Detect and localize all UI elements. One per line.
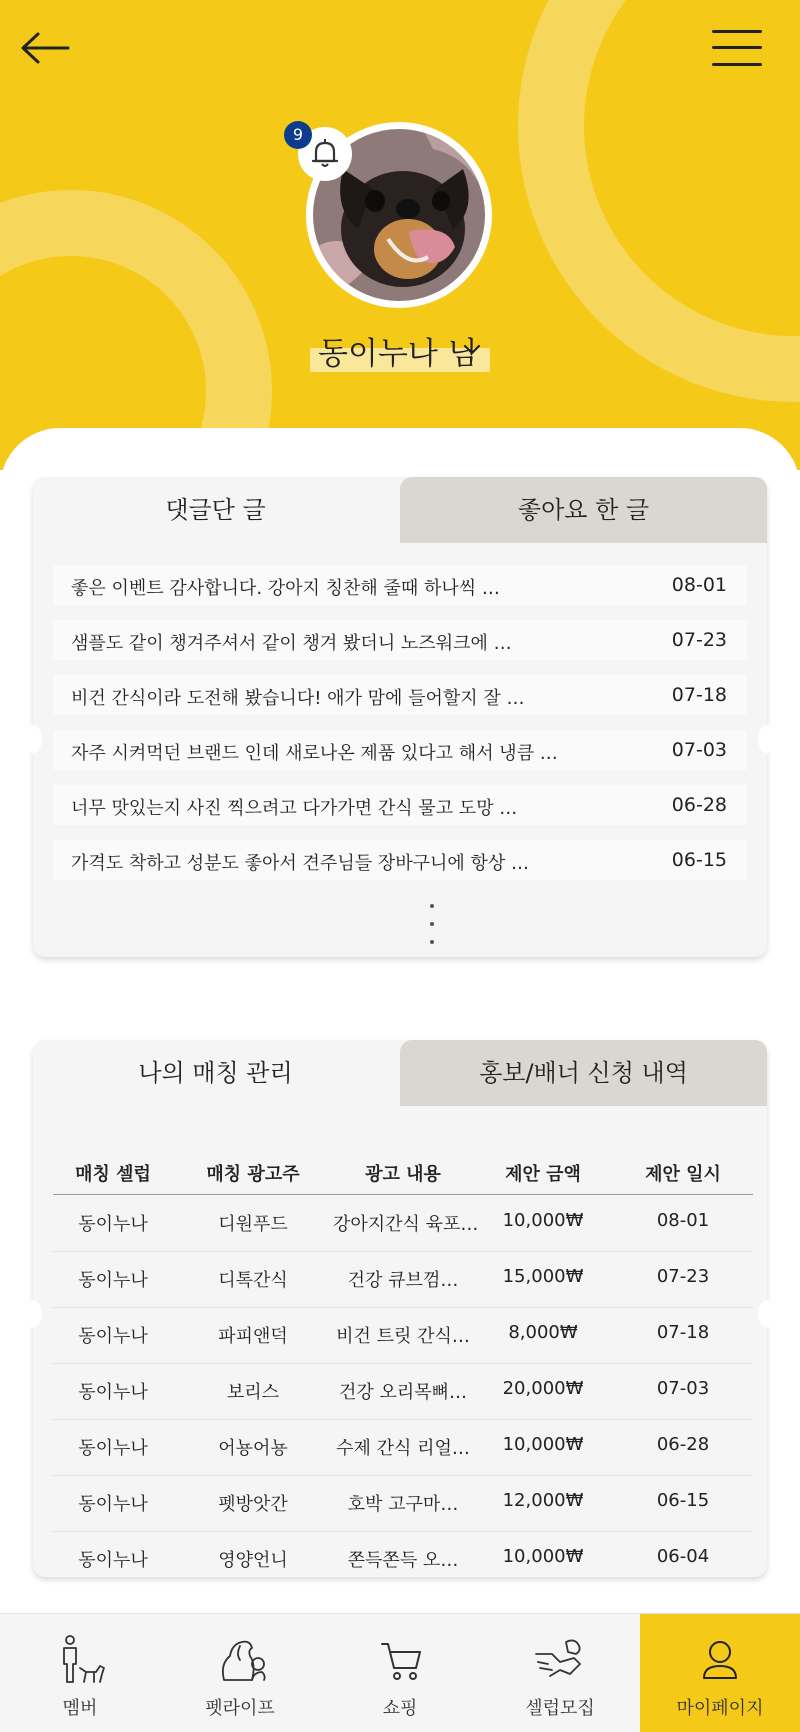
cell-date: 06-15 bbox=[656, 1490, 710, 1511]
card-notch bbox=[758, 725, 776, 753]
cell-content: 강아지간식 육포… bbox=[333, 1214, 479, 1235]
back-button[interactable] bbox=[18, 28, 74, 68]
member-icon bbox=[50, 1634, 110, 1686]
cell-celeb: 동이누나 bbox=[78, 1214, 148, 1235]
cell-celeb: 동이누나 bbox=[78, 1438, 148, 1459]
list-item[interactable] bbox=[53, 840, 747, 880]
list-item[interactable] bbox=[53, 785, 747, 825]
content-panel bbox=[0, 428, 800, 1623]
nav-label: 멤버 bbox=[62, 1698, 98, 1719]
cell-date: 06-04 bbox=[656, 1546, 710, 1567]
table-row[interactable] bbox=[53, 1251, 753, 1308]
comment-date: 06-15 bbox=[671, 849, 727, 871]
cell-advertiser: 펫방앗간 bbox=[218, 1494, 288, 1515]
matching-card bbox=[33, 1040, 767, 1577]
nav-label: 셀럽모집 bbox=[525, 1698, 595, 1719]
cell-content: 비건 트릿 간식… bbox=[336, 1326, 470, 1347]
comment-date: 07-18 bbox=[671, 684, 727, 706]
cell-advertiser: 보리스 bbox=[226, 1382, 280, 1403]
bottom-nav bbox=[0, 1613, 800, 1732]
hamburger-icon bbox=[712, 30, 762, 33]
more-indicator[interactable] bbox=[430, 904, 434, 908]
cell-date: 06-28 bbox=[656, 1434, 710, 1455]
cell-celeb: 동이누나 bbox=[78, 1550, 148, 1571]
nav-item-pet-life[interactable] bbox=[160, 1614, 320, 1732]
cell-advertiser: 디톡간식 bbox=[218, 1270, 288, 1291]
tab-promotion-history[interactable]: 홍보/배너 신청 내역 bbox=[400, 1040, 767, 1106]
nav-item-shopping[interactable] bbox=[320, 1614, 480, 1732]
more-indicator[interactable] bbox=[430, 940, 434, 944]
pet-life-icon bbox=[210, 1634, 270, 1686]
list-item[interactable] bbox=[53, 565, 747, 605]
cell-amount: 12,000₩ bbox=[502, 1490, 584, 1511]
tab-liked-posts[interactable]: 좋아요 한 글 bbox=[400, 477, 767, 543]
comment-text: 비건 간식이라 도전해 봤습니다! 애가 맘에 들어할지 잘 … bbox=[71, 688, 525, 709]
menu-button[interactable] bbox=[712, 28, 764, 70]
list-item[interactable] bbox=[53, 620, 747, 660]
cell-amount: 20,000₩ bbox=[502, 1378, 584, 1399]
table-row[interactable] bbox=[53, 1195, 753, 1252]
user-name[interactable]: 동이누나 님 bbox=[318, 336, 478, 372]
table-row[interactable] bbox=[53, 1531, 753, 1587]
cell-content: 쫀득쫀득 오… bbox=[347, 1550, 459, 1571]
nav-item-celeb-recruit[interactable] bbox=[480, 1614, 640, 1732]
column-header: 제안 일시 bbox=[645, 1164, 721, 1185]
column-header: 제안 금액 bbox=[505, 1164, 581, 1185]
comment-date: 06-28 bbox=[671, 794, 727, 816]
cell-amount: 8,000₩ bbox=[508, 1322, 578, 1343]
more-indicator[interactable] bbox=[430, 922, 434, 926]
cell-amount: 15,000₩ bbox=[502, 1266, 584, 1287]
cell-advertiser: 파피앤덕 bbox=[218, 1326, 288, 1347]
column-header: 매칭 광고주 bbox=[206, 1164, 300, 1185]
chevron-down-icon[interactable] bbox=[463, 344, 481, 356]
list-item[interactable] bbox=[53, 675, 747, 715]
arrow-left-icon bbox=[18, 28, 74, 68]
table-row[interactable] bbox=[53, 1363, 753, 1420]
comment-date: 07-23 bbox=[671, 629, 727, 651]
cell-amount: 10,000₩ bbox=[502, 1546, 584, 1567]
tab-commented-posts[interactable]: 댓글단 글 bbox=[33, 477, 398, 549]
list-item[interactable] bbox=[53, 730, 747, 770]
nav-label: 마이페이지 bbox=[676, 1698, 764, 1719]
column-header: 매칭 셀럽 bbox=[75, 1164, 151, 1185]
cell-content: 건강 큐브껌… bbox=[347, 1270, 459, 1291]
nav-label: 쇼핑 bbox=[382, 1698, 418, 1719]
nav-label: 펫라이프 bbox=[205, 1698, 275, 1719]
cell-celeb: 동이누나 bbox=[78, 1382, 148, 1403]
notification-badge: 9 bbox=[284, 121, 312, 149]
hamburger-icon bbox=[712, 63, 762, 66]
cell-content: 건강 오리목뼈… bbox=[338, 1382, 468, 1403]
profile-header bbox=[0, 0, 800, 470]
table-row[interactable] bbox=[53, 1419, 753, 1476]
comment-text: 자주 시켜먹던 브랜드 인데 새로나온 제품 있다고 해서 냉큼 … bbox=[71, 743, 558, 764]
cell-date: 07-23 bbox=[656, 1266, 710, 1287]
nav-item-mypage[interactable] bbox=[640, 1614, 800, 1732]
cell-amount: 10,000₩ bbox=[502, 1434, 584, 1455]
card-notch bbox=[758, 1300, 776, 1328]
cell-date: 07-18 bbox=[656, 1322, 710, 1343]
comment-text: 좋은 이벤트 감사합니다. 강아지 칭찬해 줄때 하나씩 … bbox=[71, 578, 500, 599]
column-header: 광고 내용 bbox=[365, 1164, 441, 1185]
table-row[interactable] bbox=[53, 1307, 753, 1364]
cell-advertiser: 디원푸드 bbox=[218, 1214, 288, 1235]
comment-text: 샘플도 같이 챙겨주셔서 같이 챙겨 봤더니 노즈워크에 … bbox=[71, 633, 512, 654]
activity-card bbox=[33, 477, 767, 957]
cell-celeb: 동이누나 bbox=[78, 1270, 148, 1291]
nav-item-member[interactable] bbox=[0, 1614, 160, 1732]
cell-advertiser: 영양언니 bbox=[218, 1550, 288, 1571]
comment-text: 너무 맛있는지 사진 찍으려고 다가가면 간식 물고 도망 … bbox=[71, 798, 518, 819]
user-icon bbox=[690, 1634, 750, 1686]
cell-advertiser: 어뇽어뇽 bbox=[218, 1438, 288, 1459]
celeb-recruit-icon bbox=[530, 1634, 590, 1686]
card-notch bbox=[24, 725, 42, 753]
cell-celeb: 동이누나 bbox=[78, 1494, 148, 1515]
cell-date: 08-01 bbox=[656, 1210, 710, 1231]
cell-celeb: 동이누나 bbox=[78, 1326, 148, 1347]
table-row[interactable] bbox=[53, 1475, 753, 1532]
shopping-cart-icon bbox=[370, 1634, 430, 1686]
hamburger-icon bbox=[712, 46, 762, 49]
cell-content: 호박 고구마… bbox=[347, 1494, 459, 1515]
tab-my-matching[interactable]: 나의 매칭 관리 bbox=[33, 1040, 398, 1112]
card-notch bbox=[24, 1300, 42, 1328]
comment-date: 08-01 bbox=[671, 574, 727, 596]
cell-date: 07-03 bbox=[656, 1378, 710, 1399]
comment-text: 가격도 착하고 성분도 좋아서 견주님들 장바구니에 항상 … bbox=[71, 853, 529, 874]
cell-content: 수제 간식 리얼… bbox=[336, 1438, 470, 1459]
comment-date: 07-03 bbox=[671, 739, 727, 761]
cell-amount: 10,000₩ bbox=[502, 1210, 584, 1231]
